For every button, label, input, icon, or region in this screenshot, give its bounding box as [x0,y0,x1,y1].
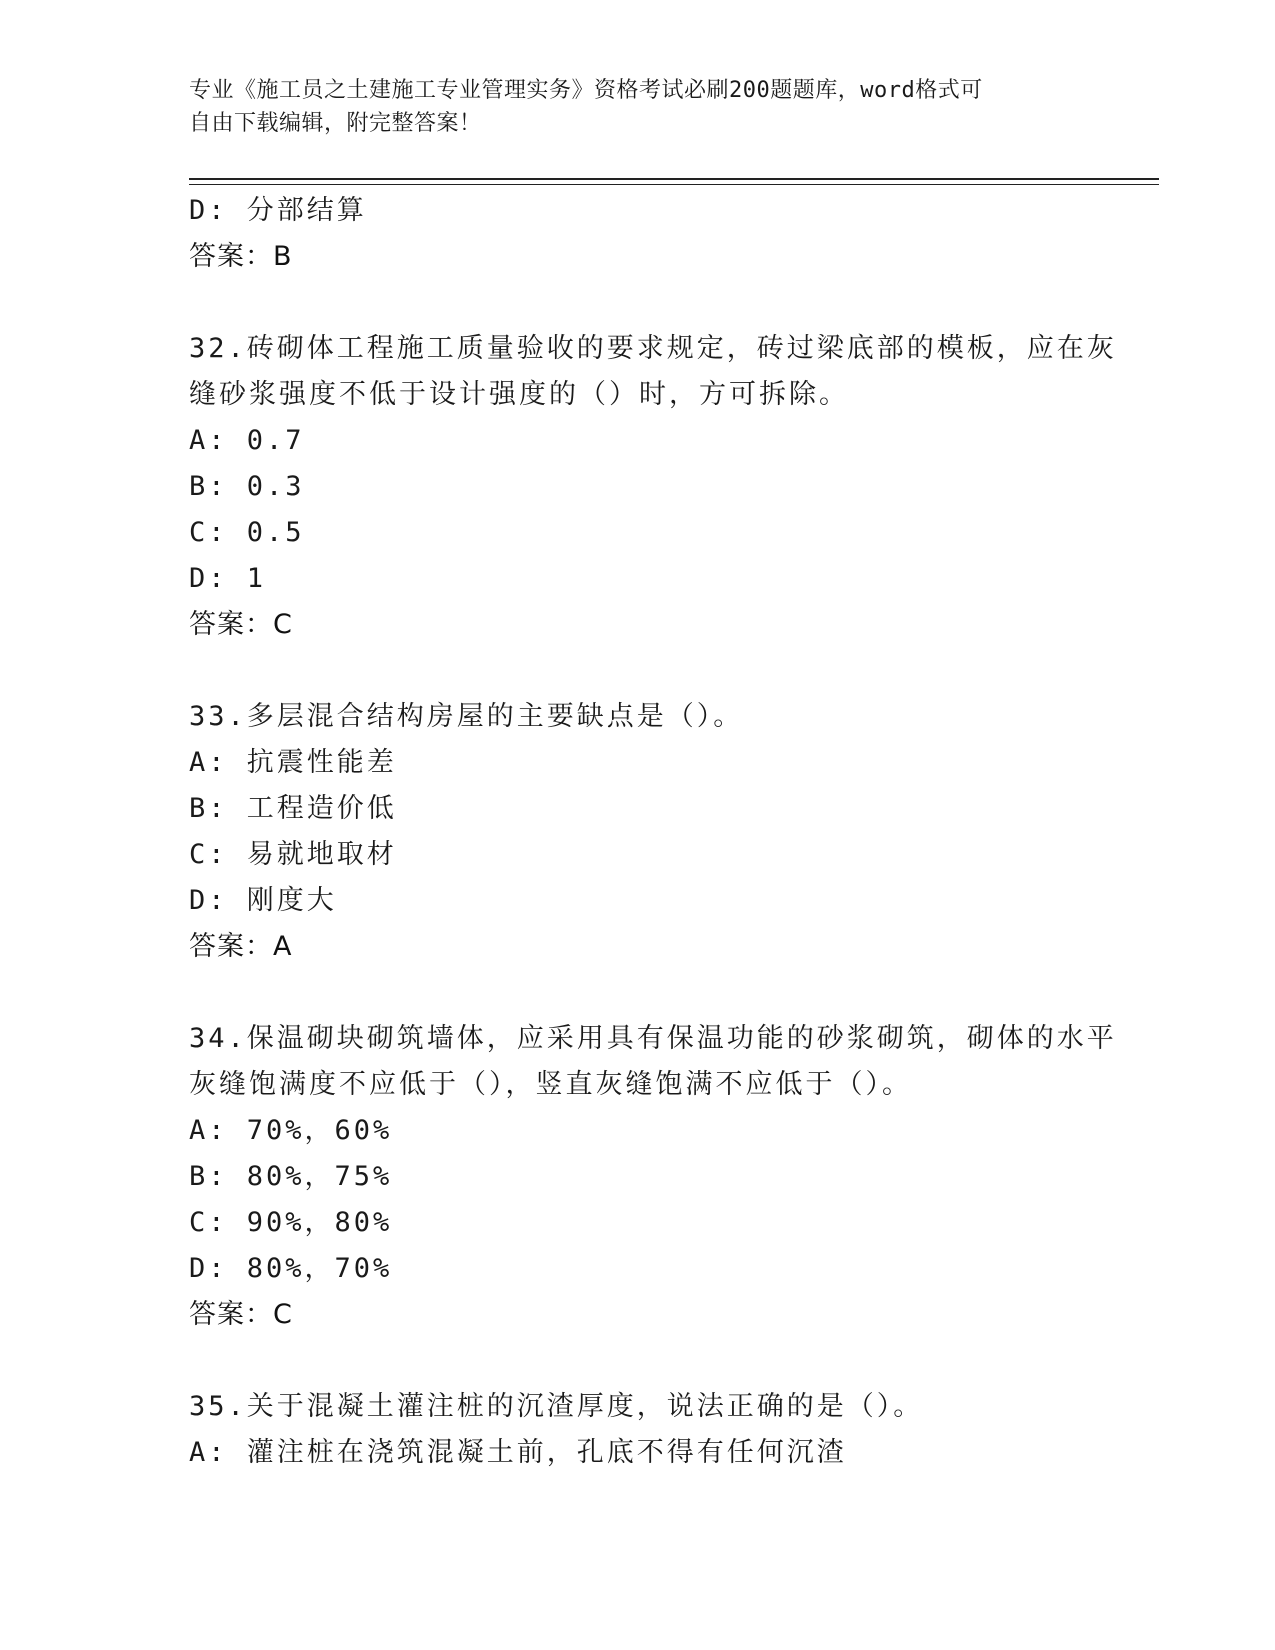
option-d: D: 80%，70% [189,1253,393,1284]
answer-line: 答案：C [189,609,293,640]
option-c: C: 90%，80% [189,1207,393,1238]
question-31-tail [189,188,1089,280]
option-d: D: 1 [189,563,267,594]
answer-line: 答案：A [189,931,293,962]
header-title-line-1: 专业《施工员之土建施工专业管理实务》资格考试必刷200题题库，word格式可 [189,78,983,103]
question-list [189,188,1117,1476]
header-divider-thick [189,178,1159,180]
question-stem-line: 34.保温砌块砌筑墙体，应采用具有保温功能的砂浆砌筑，砌体的水平 [189,1023,1117,1054]
option-c: C: 0.5 [189,517,305,548]
option-d: D: 分部结算 [189,195,367,226]
option-d: D: 刚度大 [189,885,337,916]
option-a: A: 0.7 [189,425,305,456]
answer-line: 答案：B [189,241,293,272]
question-35 [189,1384,1089,1476]
question-stem-line: 33.多层混合结构房屋的主要缺点是（）。 [189,701,744,732]
option-b: B: 80%，75% [189,1161,393,1192]
question-stem-line: 灰缝饱满度不应低于（），竖直灰缝饱满不应低于（）。 [189,1069,912,1100]
option-b: B: 工程造价低 [189,793,397,824]
option-a: A: 灌注桩在浇筑混凝土前，孔底不得有任何沉渣 [189,1437,847,1468]
option-b: B: 0.3 [189,471,305,502]
question-33 [189,694,1089,970]
question-32 [189,326,1117,648]
option-a: A: 抗震性能差 [189,747,397,778]
question-stem-line: 缝砂浆强度不低于设计强度的（）时，方可拆除。 [189,379,849,410]
question-stem-line: 35.关于混凝土灌注桩的沉渣厚度，说法正确的是（）。 [189,1391,924,1422]
header-title-line-2: 自由下载编辑，附完整答案！ [189,111,482,136]
option-c: C: 易就地取材 [189,839,397,870]
answer-line: 答案：C [189,1299,293,1330]
header-divider-thin [189,184,1159,185]
question-34 [189,1016,1117,1338]
option-a: A: 70%，60% [189,1115,393,1146]
question-stem-line: 32.砖砌体工程施工质量验收的要求规定，砖过梁底部的模板，应在灰 [189,333,1117,364]
document-header [189,74,1069,140]
